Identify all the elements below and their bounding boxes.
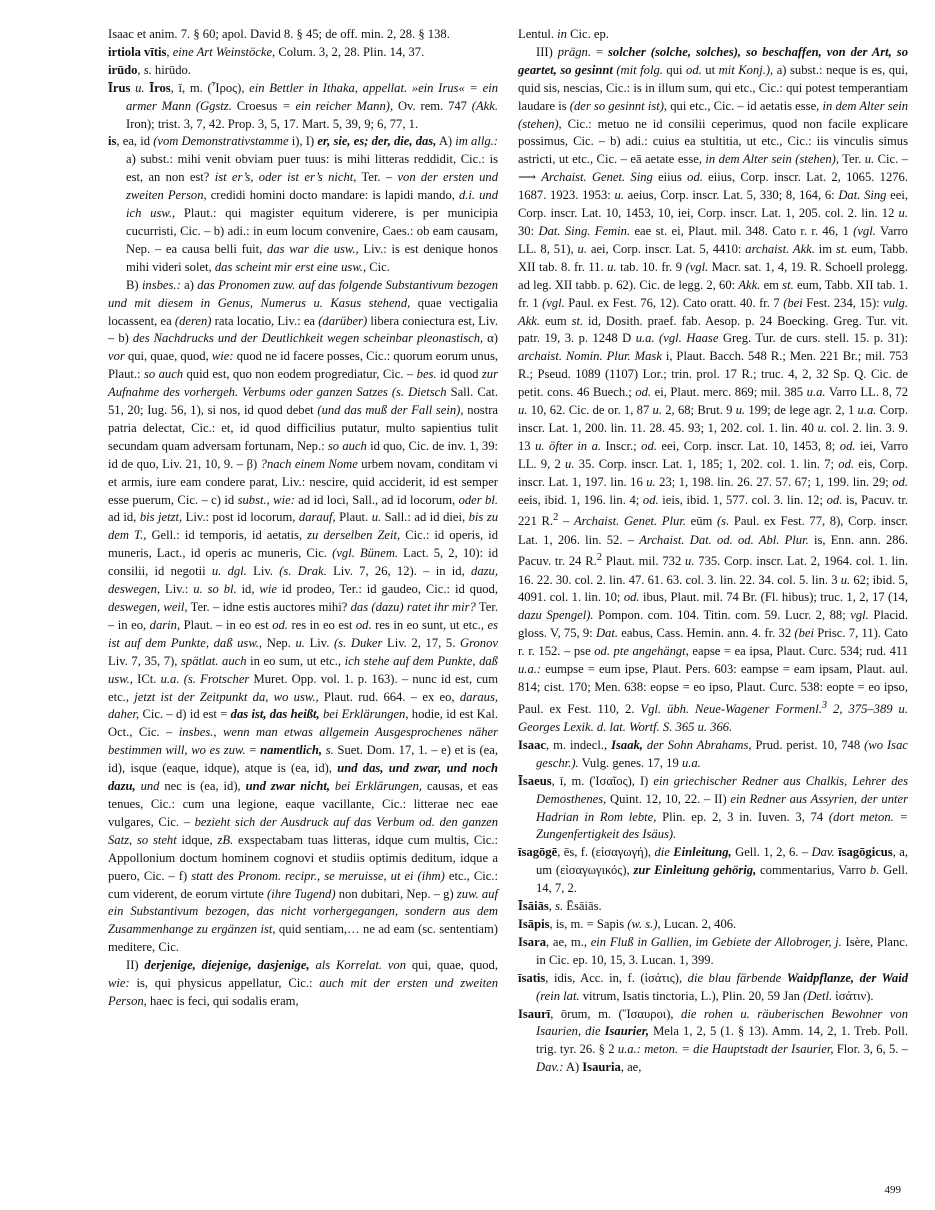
dictionary-entry: Isaac, m. indecl., Isaak, der Sohn Abrahams, Prud. perist. 10, 748 (wo Isac geschr.). Vulg. genes. 17, 19 u.a. — [518, 737, 908, 770]
dictionary-entry: Isara, ae, m., ein Fluß in Gallien, im Gebiete der Allobroger, j. Isère, Planc. in Cic. ep. 10, 15, 3. Lucan. 1, 399. — [518, 934, 909, 967]
dictionary-entry: īsatis, idis, Acc. in, f. (ἰσάτις), die blau färbende Waidpflanze, der Waid (rein lat. vitrum, Isatis tinctoria, L.), Plin. 20, 59 Jan (Detl. ἰσάτιν). — [518, 970, 908, 1003]
dictionary-entry: Īsāiās, s. Ēsāiās. — [518, 899, 602, 914]
dictionary-entry: Isāpis, is, m. = Sapis (w. s.), Lucan. 2, 406. — [518, 916, 737, 931]
dictionary-entry: Īrus u. Īros, ī, m. (Ἶρος), ein Bettler in Ithaka, appellat. »ein Irus« = ein armer Mann (Ggstz. Croesus = ein reicher Mann), Ov. rem. 747 (Akk. Iron); trist. 3, 7, 42. Prop. 3, 5, 17. Mart. 5, 39, 9; 6, 77, 1. — [108, 80, 499, 131]
right-column — [518, 26, 908, 1077]
dictionary-entry: īsagōgē, ēs, f. (εἰσαγωγή), die Einleitung, Gell. 1, 2, 6. – Dav. īsagōgicus, a, um (εἰσαγωγικός), zur Einleitung gehörig, commentarius, Varro b. Gell. 14, 7, 2. — [518, 845, 909, 896]
dictionary-entry: irtiola vītis, eine Art Weinstöcke, Colum. 3, 2, 28. Plin. 14, 37. — [108, 44, 425, 59]
dictionary-entry: is, ea, id (vom Demonstrativstamme i), I) er, sie, es; der, die, das, A) im allg.: a) subst.: mihi venit obviam puer tuus: is mihi litteras reddidit, Cic.: is est, an non est? ist er’s, oder ist er’s nicht, Ter. – von der ersten und zweiten Person, credidi homini docto mandare: is lapidi mando, d.i. und ich usw., Plaut.: qui magister equitum viderere, is per municipia cucurristi, Cic. – b) adi.: in eum locum convenire, Caes.: ob eam causam, Nep. – ea causa belli fuit, das war die usw., Liv.: is est denique honos mihi videri solet, das scheint mir erst eine usw., Cic. — [108, 134, 499, 274]
dictionary-entry: Isaac et anim. 7. § 60; apol. David 8. § 45; de off. min. 2, 28. § 138. — [108, 27, 450, 41]
left-column — [108, 26, 498, 1011]
dictionary-entry: irūdo, s. hirūdo. — [108, 62, 191, 77]
dictionary-entry: Isaurī, ōrum, m. (Ἴσαυροι), die rohen u. räuberischen Bewohner von Isaurien, die Isaurier, Mela 1, 2, 5 (1. § 13). Amm. 14, 2, 1. Treb. Poll. trig. tyr. 26. § 2 u.a.: meton. = die Hauptstadt der Isaurier, Flor. 3, 6, 5. – Dav.: A) Isauria, ae, — [518, 1006, 908, 1075]
dictionary-entry: II) derjenige, diejenige, dasjenige, als Korrelat. von qui, quae, quod, wie: is, qui physicus appellatur, Cic.: auch mit der ersten und zweiten Person, haec is feci, qui sodalis eram, — [108, 958, 499, 1008]
dictionary-entry: B) insbes.: a) das Pronomen zuw. auf das folgende Substantivum bezogen und mit diesem in Genus, Numerus u. Kasus stehend, quae vectigalia locassent, ea (deren) rata locatio, Liv.: ea (darüber) libera coniectura est, Liv. – b) des Nachdrucks und der Deutlichkeit wegen scheinbar pleonastisch, α) vor qui, quae, quod, wie: quod ne id facere posses, Cic.: quorum eorum unus, Plaut.: so auch quid est, quo non eodem progrediatur, Cic. – bes. id quod zur Aufnahme des vorhergeh. Verbums oder ganzen Satzes (s. Dietsch Sall. Cat. 51, 20; Iug. 56, 1), si nos, id quod debet (und das muß der Fall sein), nostra patria delectat, Cic.: et, id quod difficilius putatur, multo sapientius tulit secundam quam adversam fortunam, Nep.: so auch id quo, Cic. de inv. 1, 39: id de quo, Liv. 21, 10, 9. – β) ?nach einem Nome urbem novam, conditam vi et armis, iure eam condere parat, Liv.: nescire, quid acciderit, id est semper esse puerum, Cic. – c) id subst., wie: ad id loci, Sall., ad id locorum, oder bl. ad id, bis jetzt, Liv.: post id locorum, darauf, Plaut. u. Sall.: ad id diei, bis zu dem T., Gell.: id temporis, id aetatis, zu derselben Zeit, Cic.: id operis, id muneris, Lact., id operis ac muneris, Cic. (vgl. Bünem. Lact. 5, 2, 10): id consilii, id negotii u. dgl. Liv. (s. Drak. Liv. 7, 26, 12). – in id, dazu, deswegen, Liv.: u. so bl. id, wie id prodeo, Ter.: id gaudeo, Cic.: id quod, deswegen, weil, Ter. – idne estis auctores mihi? das (dazu) ratet ihr mir? Ter. – in eo, darin, Plaut. – in eo est od. res in eo est od. res in eo sunt, ut etc., es ist auf dem Punkte, daß usw., Nep. u. Liv. (s. Duker Liv. 2, 17, 5. Gronov Liv. 7, 35, 7), spätlat. auch in eo sum, ut etc., ich stehe auf dem Punkte, daß usw., ICt. u.a. (s. Frotscher Muret. Opp. vol. 1. p. 163). – nunc id est, cum etc., jetzt ist der Zeitpunkt da, wo usw., Plaut. rud. 664. – ex eo, daraus, daher, Cic. – d) id est = das ist, das heißt, bei Erklärungen, hodie, id est Kal. Oct., Cic. – insbes., wenn man etwas allgemein Ausgesprochenes näher bestimmen will, wo es zuw. = namentlich, s. Suet. Dom. 17, 1. – e) et is (ea, id), isque (eaque, idque), atque is (ea, id), und das, und zwar, und noch dazu, und nec is (ea, id), und zwar nicht, bei Erklärungen, causas, et eas tenues, Cic.: cum una legione, eaque vacillante, Cic.: litterae nec eae vulgares, Cic. – bezieht sich der Ausdruck auf das Verbum od. den ganzen Satz, so steht idque, zB. exspectabam tuas litteras, idque cum multis, Cic.: Appollonium doctum hominem cognovi et studiis optimis deditum, idque a puero, Cic. – f) statt des Pronom. recipr., se meruisse, ut ei (ihm) etc., Cic.: cum viderent, de eorum virtute (ihre Tugend) non dubitari, Nep. – g) zuw. auf ein Substantivum bezogen, das nicht vorhergegangen, sondern aus dem Zusammenhange zu ergänzen ist, quid sentiam,… ne ad eam (sc. sententiam) meditere, Cic. — [108, 277, 499, 955]
dictionary-entry: III) prägn. = solcher (solche, solches), so beschaffen, von der Art, so geartet, so gesinnt (mit folg. qui od. ut mit Konj.), a) subst.: neque is es, qui, quid sis, nescias, Cic.: is in illum sum, qui etc., Cic.: qui potest temperantiam laudare is (der so gesinnt ist), qui etc., Cic. – id aetatis esse, in dem Alter sein (stehen), Cic.: metuo ne id consilii ceperimus, quod non facile explicare possimus, Cic. – b) adi.: cuius ea stultitia, ut etc., Cic.: iis vinculis simus astricti, ut etc., Cic. – eā aetate esse, in dem Alter sein (stehen), Ter. u. Cic. – ⟶ Archaist. Genet. Sing eiius od. eiius, Corp. inscr. Lat. 2, 1065. 1276. 1687. 1923. 1953: u. aeius, Corp. inscr. Lat. 5, 330; 8, 164, 6: Dat. Sing eei, Corp. inscr. Lat. 10, 1453, 10, iei, Corp. inscr. Lat. 1, 205. col. 2. lin. 12 u. 30: Dat. Sing. Femin. eae st. ei, Plaut. mil. 348. Cato r. r. 46, 1 (vgl. Varro LL. 8, 51), u. aei, Corp. inscr. Lat. 5, 4410: archaist. Akk. im st. eum, Tabb. XII tab. 8. fr. 11. u. tab. 10. fr. 9 (vgl. Macr. sat. 1, 4, 19. R. Schoell prolegg. ad leg. XII tabb. p. 62). Cic. de legg. 2, 60: Akk. em st. eum, Tabb. XII tab. 1. fr. 1 (vgl. Paul. ex Fest. 76, 12). Cato oratt. 40. fr. 7 (bei Fest. 234, 15): vulg. Akk. eum st. id, Dosith. praef. fab. Aesop. p. 24 Boecking. Greg. Tur. vit. patr. 19, 3. p. 1248 D u.a. (vgl. Haase Greg. Tur. de curs. stell. 15. p. 31): archaist. Nomin. Plur. Mask i, Plaut. Bacch. 548 R.; Men. 221 Br.; mil. 753 R.; Pseud. 1089 (1107) Lor.; trin. prol. 17 R.; truc. 4, 2, 32 Sp. Q. Cic. de petit. cons. 46 Buech.; od. ei, Plaut. merc. 869; mil. 385 u.a. Varro LL. 8, 72 u. 10, 62. Cic. de or. 1, 87 u. 2, 68; Brut. 9 u. 199; de lege agr. 2, 1 u.a. Corp. inscr. Lat. 1, 200. lin. 11. 28. 45. 93; 1, 202. col. 1. lin. 40 u. col. 2. lin. 3. 9. 13 u. öfter in a. Inscr.; od. eei, Corp. inscr. Lat. 10, 1453, 8; od. iei, Varro LL. 9, 2 u. 35. Corp. inscr. Lat. 1, 185; 1, 202. col. 1. lin. 7; od. eis, Corp. inscr. Lat. 1, 197. lin. 16 u. 23; 1, 198. lin. 26. 27. 57. 67; 1, 199. lin. 29; od. eeis, ibid. 1, 196. lin. 4; od. ieis, ibid. 1, 577. col. 3. lin. 12; od. is, Pacuv. tr. 221 R.$^2$ – Archaist. Genet. Plur. eūm (s. Paul. ex Fest. 77, 8), Corp. inscr. Lat. 1, 206. lin. 52. – Archaist. Dat. od. od. Abl. Plur. is, Enn. ann. 286. Pacuv. tr. 24 R.$^2$ Plaut. mil. 732 u. 735. Corp. inscr. Lat. 2, 1964. col. 1. lin. 16. 22. 30. col. 2. lin. 47. 61. 63. col. 3. lin. 22. 34. col. 5. lin. 3 u. 62; ibid. 5, 4091. col. 1. lin. 10; od. ibus, Plaut. mil. 74 Br. (Fl. hibus); truc. 1, 2, 17 (14, dazu Spengel). Pompon. com. 104. Titin. com. 59. Lucr. 2, 88; vgl. Placid. gloss. V, 75, 9: Dat. eabus, Cass. Hemin. ann. 4. fr. 32 (bei Prisc. 7, 11). Cato r. r. 152. – pse od. pte angehängt, eapse = ea ipsa, Plaut. Curc. 534; rud. 411 u.a.: eumpse = eum ipse, Plaut. Pers. 603: eampse = eam ipsam, Plaut. aul. 814; cist. 170; Men. 638: eopse = eo ipso, Plaut. Curc. 538: eopte = eo ipso, Paul. ex Fest. 110, 2. Vgl. übh. Neue-Wagener Formenl.$^3$ 2, 375–389 u. Georges Lexik. d. lat. Wortf. S. 365 u. 366. — [518, 44, 909, 734]
dictionary-entry: Īsaeus, ī, m. (Ἰσαῖος), I) ein griechischer Redner aus Chalkis, Lehrer des Demosthenes, Quint. 12, 10, 22. – II) ein Redner aus Assyrien, der unter Hadrian in Rom lebte, Plin. ep. 2, 3 in. Iuven. 3, 74 (dort meton. = Zungenfertigkeit des Isäus). — [518, 773, 908, 842]
page-number: 499 — [884, 1184, 901, 1196]
dictionary-entry: Lentul. in Cic. ep. — [518, 27, 609, 41]
